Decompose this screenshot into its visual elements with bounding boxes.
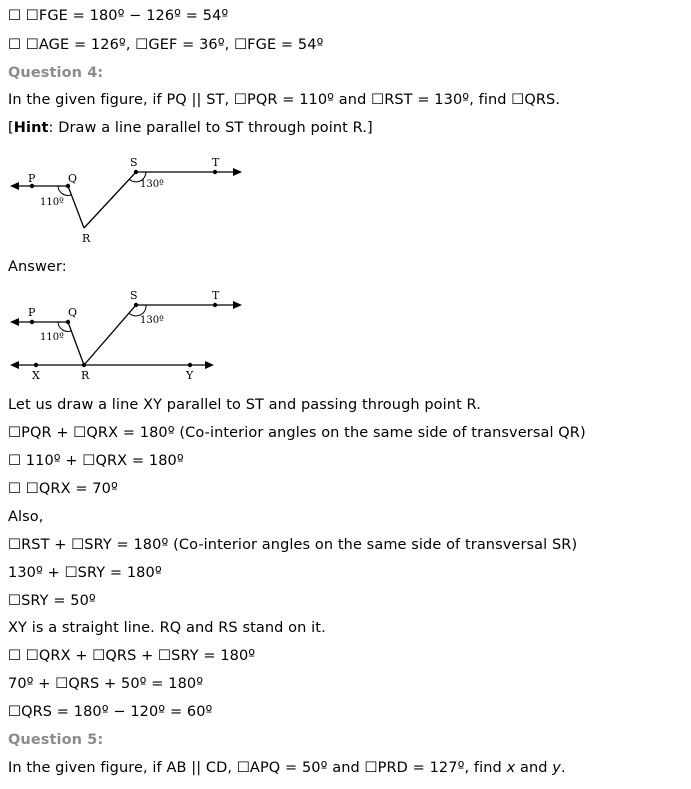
label-t: T: [212, 156, 220, 169]
point-s: [134, 303, 138, 307]
question-4-heading: Question 4:: [8, 65, 104, 81]
point-y: [188, 363, 192, 367]
point-s: [134, 170, 138, 174]
point-t: [213, 170, 217, 174]
q5-text-part: .: [560, 760, 566, 776]
hint-open-bracket: [: [8, 120, 14, 136]
answer-line: XY is a straight line. RQ and RS stand on it.: [8, 620, 326, 636]
q5-text-part: In the given figure, if AB || CD, ☐APQ = 50º and ☐PRD = 127º, find: [8, 760, 507, 776]
line-qr: [68, 322, 84, 365]
point-x: [34, 363, 38, 367]
label-p: P: [28, 306, 36, 319]
answer-label: Answer:: [8, 259, 67, 275]
question-4-text: In the given figure, if PQ || ST, ☐PQR = 110º and ☐RST = 130º, find ☐QRS.: [8, 92, 561, 108]
label-angle-130: 130º: [140, 179, 164, 190]
answer-line: ☐SRY = 50º: [8, 593, 96, 609]
text-line: ☐ ☐FGE = 180º − 126º = 54º: [8, 8, 229, 24]
label-angle-130: 130º: [140, 315, 164, 326]
hint-text: : Draw a line parallel to ST through point R.]: [48, 120, 373, 136]
arrow-right-icon: [205, 361, 214, 369]
point-r: [82, 363, 86, 367]
figure-question-4: [8, 150, 248, 254]
label-q: Q: [68, 172, 78, 185]
text-line: ☐ ☐AGE = 126º, ☐GEF = 36º, ☐FGE = 54º: [8, 37, 324, 53]
question-5-text: [8, 758, 566, 778]
answer-line: ☐PQR + ☐QRX = 180º (Co-interior angles on the same side of transversal QR): [8, 425, 586, 441]
answer-line: ☐ 110º + ☐QRX = 180º: [8, 453, 184, 469]
arrow-right-icon: [233, 168, 242, 176]
label-y: Y: [186, 369, 194, 382]
line-rs: [84, 305, 136, 365]
label-angle-110: 110º: [40, 332, 64, 343]
arrow-left-icon: [10, 361, 19, 369]
arrow-right-icon: [233, 301, 242, 309]
label-s: S: [130, 156, 138, 169]
answer-line: ☐QRS = 180º − 120º = 60º: [8, 704, 213, 720]
answer-line: Also,: [8, 509, 44, 525]
question-5-heading: Question 5:: [8, 732, 104, 748]
arrow-left-icon: [10, 182, 19, 190]
point-t: [213, 303, 217, 307]
label-x: X: [32, 369, 40, 382]
arrow-left-icon: [10, 318, 19, 326]
answer-line: ☐RST + ☐SRY = 180º (Co-interior angles on the same side of transversal SR): [8, 537, 578, 553]
answer-line: 130º + ☐SRY = 180º: [8, 565, 162, 581]
line-qr: [68, 186, 84, 228]
var-y: y: [552, 760, 561, 776]
hint-line: [8, 118, 373, 138]
figure-1-svg: [8, 150, 248, 250]
answer-line: 70º + ☐QRS + 50º = 180º: [8, 676, 204, 692]
label-t: T: [212, 289, 220, 302]
answer-line: ☐ ☐QRX = 70º: [8, 481, 118, 497]
label-q: Q: [68, 306, 78, 319]
label-r: R: [82, 232, 91, 245]
answer-line: Let us draw a line XY parallel to ST and passing through point R.: [8, 397, 481, 413]
figure-answer: [8, 285, 248, 389]
line-rs: [84, 172, 136, 228]
hint-label: Hint: [13, 120, 49, 136]
label-s: S: [130, 289, 138, 302]
answer-line: ☐ ☐QRX + ☐QRS + ☐SRY = 180º: [8, 648, 256, 664]
label-r: R: [81, 369, 90, 382]
point-p: [30, 320, 34, 324]
q5-text-part: and: [515, 760, 553, 776]
label-angle-110: 110º: [40, 197, 64, 208]
var-x: x: [506, 760, 516, 776]
figure-2-svg: [8, 285, 248, 385]
label-p: P: [28, 172, 36, 185]
